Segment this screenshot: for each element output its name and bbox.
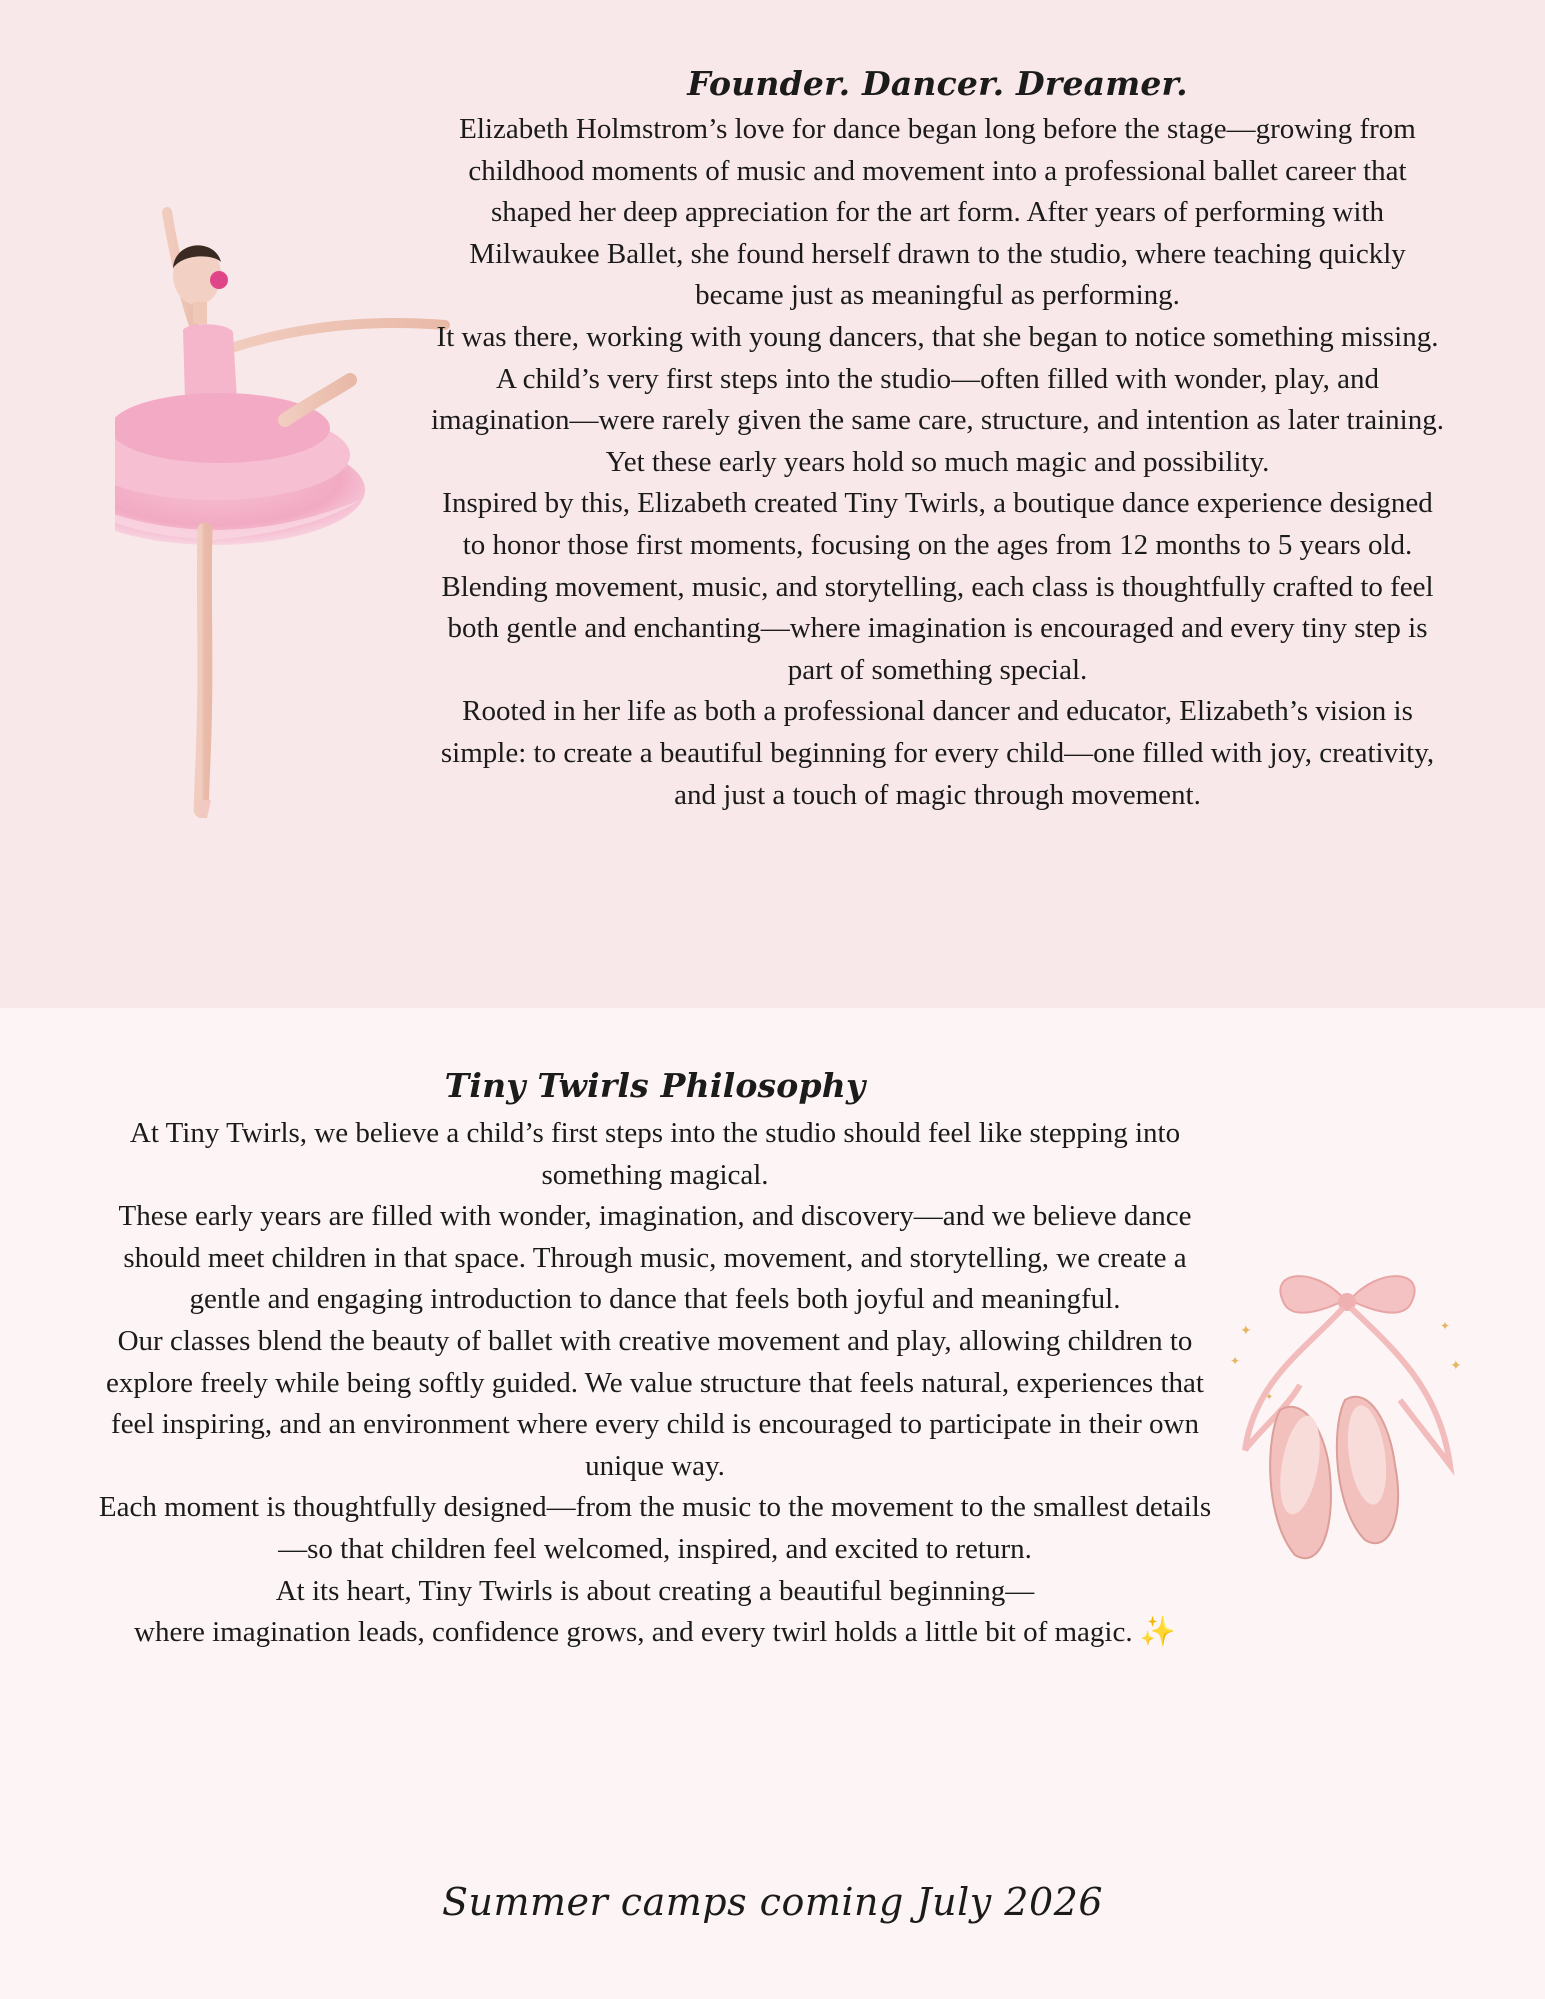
founder-paragraph-2: It was there, working with young dancers, that she began to notice something missing. A child’s very first steps into the studio—often filled with wonder, play, and imagination—were rarely given the same care, structure, and intention as later training. Yet these early years hold so much magic and possibility.	[430, 320, 1444, 478]
philosophy-paragraph-6	[86, 1612, 1224, 1654]
ballerina-image	[115, 200, 460, 820]
philosophy-paragraph-4: Each moment is thoughtfully designed—from the music to the movement to the smallest details—so that children feel welcomed, inspired, and excited to return.	[98, 1491, 1212, 1565]
philosophy-closing-text: where imagination leads, confidence grows, and every twirl holds a little bit of magic.	[134, 1616, 1133, 1649]
philosophy-paragraph-2: These early years are filled with wonder, imagination, and discovery—and we believe dance should meet children in that space. Through music, movement, and storytelling, we create a gentle and engaging introduction to dance that feels both joyful and meaningful.	[118, 1200, 1192, 1316]
philosophy-paragraph-5: At its heart, Tiny Twirls is about creating a beautiful beginning—	[275, 1574, 1035, 1607]
founder-bio	[430, 109, 1445, 816]
summer-camps-announcement: Summer camps coming July 2026	[441, 1880, 1104, 1924]
founder-heading: Founder. Dancer. Dreamer.	[687, 64, 1188, 103]
founder-paragraph-3: Inspired by this, Elizabeth created Tiny Twirls, a boutique dance experience designed to honor those first moments, focusing on the ages from 12 months to 5 years old. Blending movement, music, and storytelling, each class is thoughtfully crafted to feel both gentle and enchanting—where imagination is encouraged and every tiny step is part of something special.	[441, 487, 1434, 686]
svg-text:✦: ✦	[1440, 1319, 1451, 1333]
philosophy-paragraph-1: At Tiny Twirls, we believe a child’s first steps into the studio should feel like stepping into something magical.	[129, 1117, 1181, 1191]
philosophy-text	[86, 1113, 1224, 1654]
sparkle-icon: ✨	[1139, 1616, 1176, 1649]
svg-text:✦: ✦	[1450, 1358, 1462, 1374]
svg-text:✦: ✦	[1230, 1354, 1241, 1368]
founder-paragraph-1: Elizabeth Holmstrom’s love for dance began long before the stage—growing from childhood moments of music and movement into a professional ballet career that shaped her deep appreciation for the art form. After years of performing with Milwaukee Ballet, she found herself drawn to the studio, where teaching quickly became just as meaningful as performing.	[459, 113, 1416, 312]
svg-text:✦: ✦	[1265, 1392, 1274, 1403]
svg-text:✦: ✦	[1240, 1323, 1252, 1339]
philosophy-paragraph-3: Our classes blend the beauty of ballet with creative movement and play, allowing children to explore freely while being softly guided. We value structure that feels natural, experiences that feel inspiring, and an environment where every child is encouraged to participate in their own unique way.	[106, 1324, 1204, 1482]
founder-paragraph-4: Rooted in her life as both a professional dancer and educator, Elizabeth’s vision is simple: to create a beautiful beginning for every child—one filled with joy, creativity, and just a touch of magic through movement.	[440, 695, 1435, 811]
philosophy-heading: Tiny Twirls Philosophy	[444, 1066, 866, 1105]
pointe-shoes-image	[1225, 1260, 1470, 1580]
